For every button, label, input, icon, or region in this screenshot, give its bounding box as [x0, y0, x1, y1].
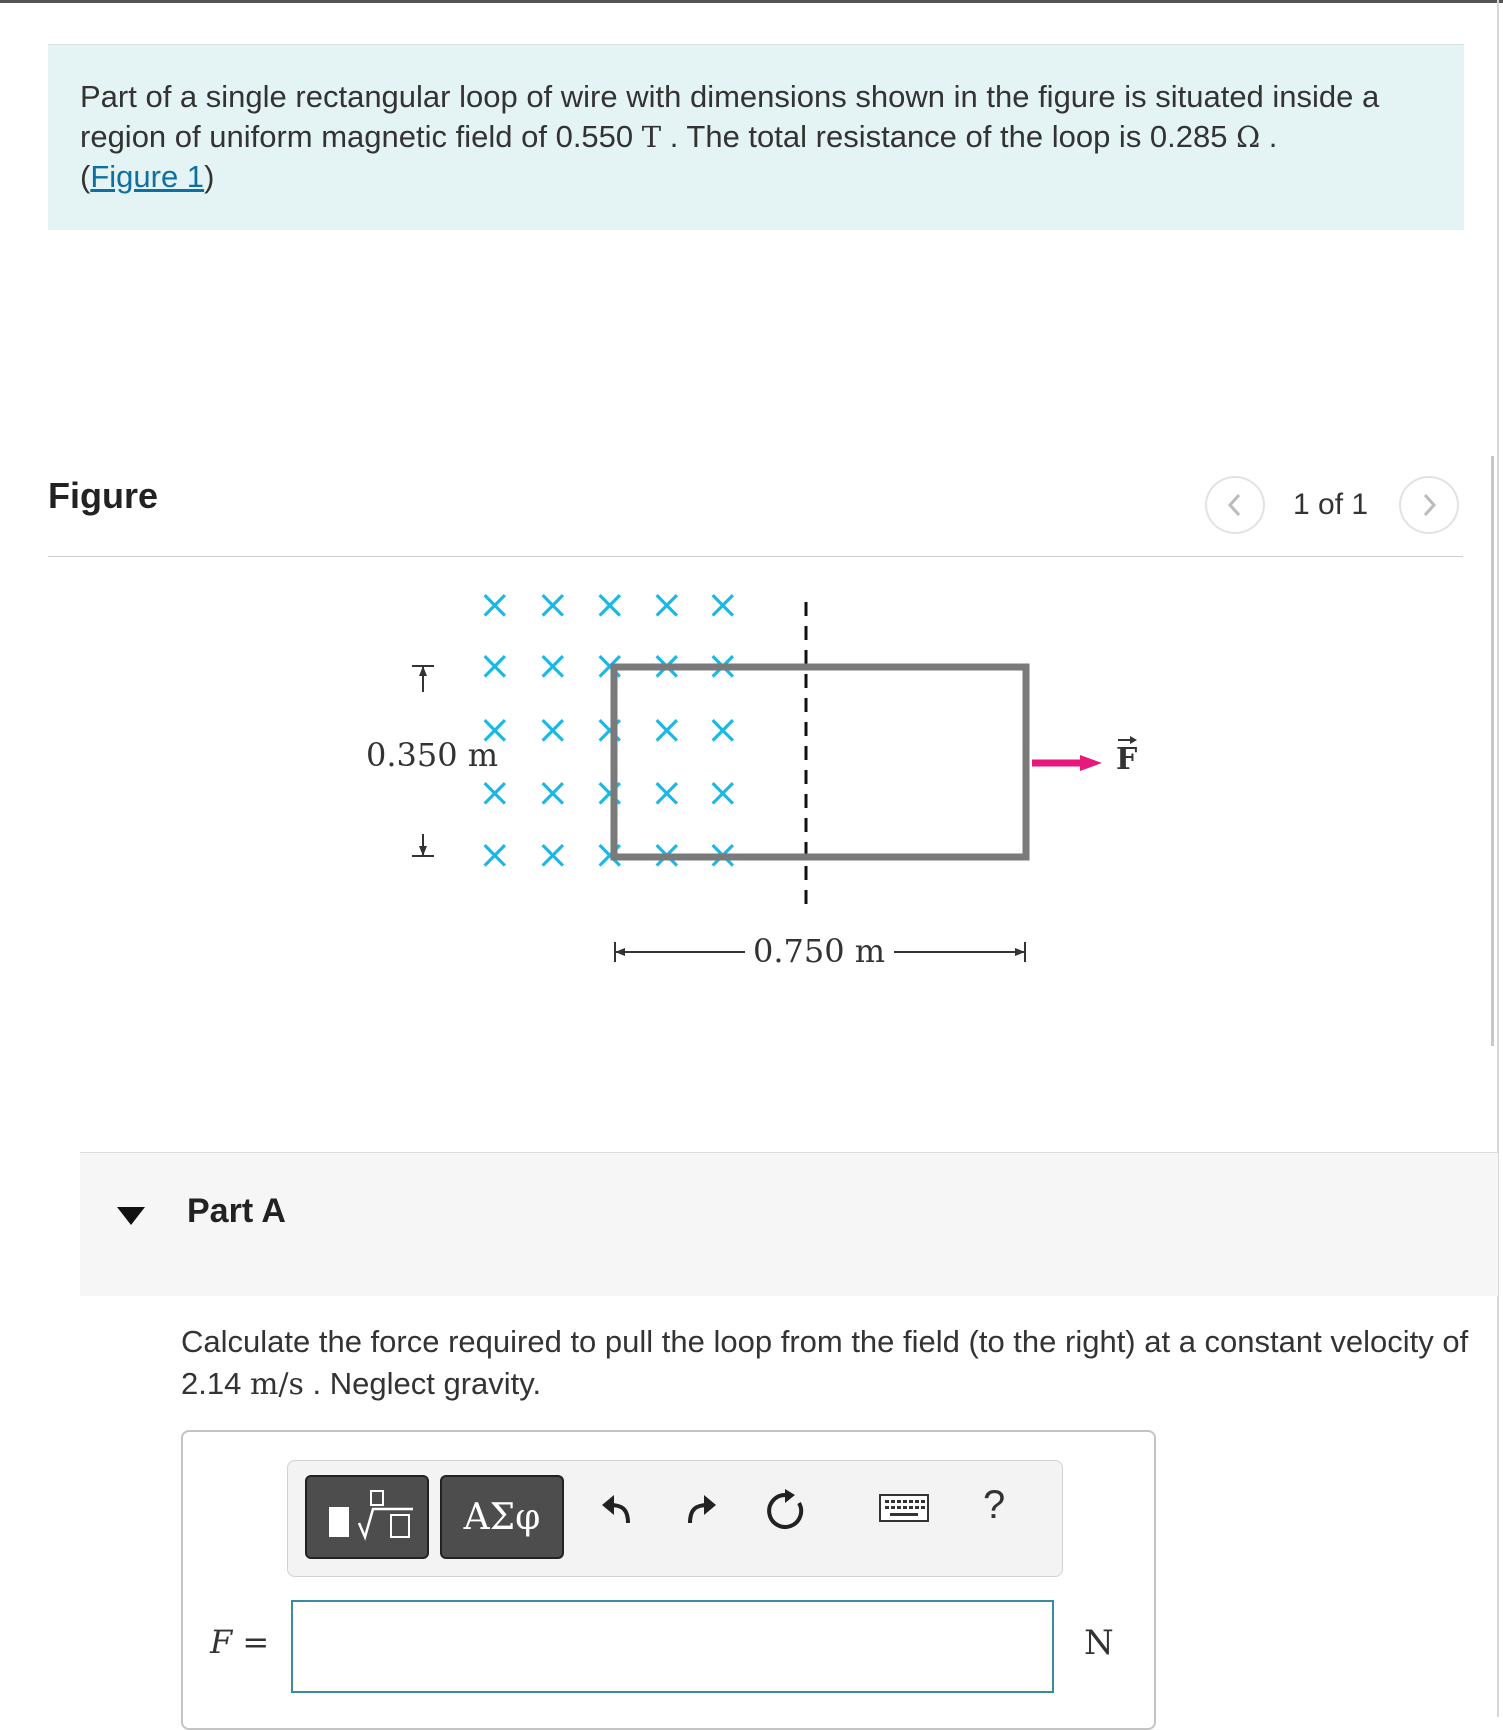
templates-icon — [307, 1477, 427, 1557]
field-cross: × — [650, 770, 684, 816]
scrollbar-track[interactable] — [1497, 0, 1499, 1717]
chevron-right-icon — [1419, 491, 1439, 519]
pager-count: 1 of 1 — [1293, 488, 1369, 521]
field-cross: × — [650, 707, 684, 753]
field-cross: × — [536, 770, 570, 816]
answer-equals: = — [242, 1623, 270, 1661]
reset-icon[interactable] — [763, 1489, 807, 1533]
force-arrow — [1032, 755, 1102, 771]
field-cross: × — [650, 832, 684, 878]
force-label: F — [1116, 742, 1138, 777]
field-cross: × — [650, 643, 684, 689]
velocity-unit: m/s — [249, 1367, 304, 1402]
collapse-triangle-icon[interactable] — [117, 1207, 145, 1225]
field-cross: × — [536, 590, 570, 628]
field-cross: × — [536, 832, 570, 878]
math-toolbar — [287, 1460, 1063, 1577]
field-cross: × — [478, 643, 512, 689]
question-text-1: Calculate the force required to pull the loop from the field (to the right) at a constant velocity of 2.14 — [181, 1324, 1469, 1401]
answer-input[interactable] — [291, 1600, 1054, 1693]
field-cross: × — [593, 832, 627, 878]
loop-figure — [340, 590, 1140, 990]
field-cross: × — [706, 590, 740, 628]
figure-title: Figure — [48, 475, 159, 516]
field-cross: × — [478, 707, 512, 753]
top-border — [0, 0, 1503, 3]
undo-icon[interactable] — [598, 1489, 638, 1529]
redo-icon[interactable] — [680, 1489, 720, 1529]
field-cross: × — [536, 707, 570, 753]
field-cross: × — [706, 770, 740, 816]
figure-pager — [1205, 476, 1463, 536]
field-cross: × — [706, 643, 740, 689]
scrollbar-thumb[interactable] — [1491, 456, 1494, 1046]
intro-text-2: . The total resistance of the loop is 0.285 — [661, 119, 1237, 154]
question-text — [181, 1321, 1501, 1406]
wire-loop — [614, 667, 1026, 857]
field-cross: × — [650, 590, 684, 628]
magnetic-field-crosses — [478, 590, 740, 878]
field-cross: × — [593, 770, 627, 816]
field-cross: × — [706, 707, 740, 753]
question-text-2: . Neglect gravity. — [303, 1366, 542, 1401]
field-cross: × — [593, 590, 627, 628]
field-unit: T — [641, 120, 662, 154]
field-cross: × — [706, 832, 740, 878]
resistance-unit: Ω — [1236, 120, 1261, 154]
figure-divider — [48, 556, 1463, 557]
figure-link[interactable]: Figure 1 — [90, 159, 205, 194]
greek-symbols-button[interactable]: ΑΣφ — [440, 1475, 564, 1559]
part-a-header[interactable] — [80, 1152, 1498, 1296]
figure-link-open: ( — [80, 159, 91, 194]
answer-variable: F — [210, 1623, 233, 1661]
templates-button[interactable] — [305, 1475, 429, 1559]
answer-variable-label — [210, 1623, 269, 1661]
help-button[interactable]: ? — [983, 1483, 1006, 1527]
problem-statement — [48, 44, 1464, 230]
field-cross: × — [536, 643, 570, 689]
next-figure-button[interactable] — [1399, 476, 1459, 534]
chevron-left-icon — [1225, 491, 1245, 519]
intro-text-3: . — [1260, 119, 1278, 154]
field-cross: × — [593, 707, 627, 753]
part-a-label: Part A — [187, 1192, 286, 1230]
field-cross: × — [478, 832, 512, 878]
width-label: 0.750 m — [753, 932, 886, 970]
keyboard-icon[interactable] — [878, 1489, 930, 1525]
field-cross: × — [593, 643, 627, 689]
intro-text-1: Part of a single rectangular loop of wire with dimensions shown in the figure is situated inside a region of uniform magnetic field of 0.550 — [80, 79, 1380, 154]
field-cross: × — [478, 770, 512, 816]
figure-link-close: ) — [204, 159, 215, 194]
height-label: 0.350 m — [366, 736, 499, 774]
prev-figure-button[interactable] — [1205, 476, 1265, 534]
answer-unit: N — [1084, 1623, 1114, 1663]
field-cross: × — [478, 590, 512, 628]
